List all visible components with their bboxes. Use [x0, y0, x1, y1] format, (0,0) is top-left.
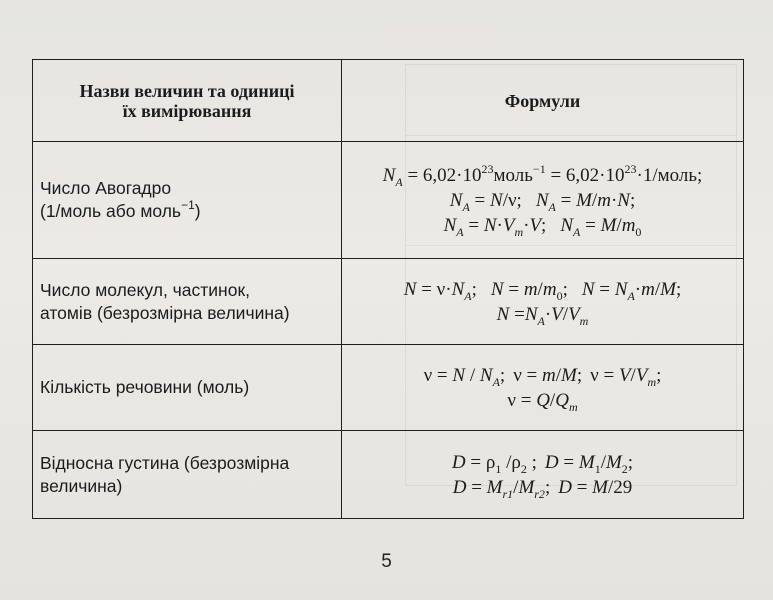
quantity-name: Відносна густина (безрозмірна: [40, 452, 290, 473]
quantity-unit: (1/моль або моль$^{-1}$): [40, 198, 201, 221]
formula-line: $\nu = Q/Q_m$: [507, 389, 578, 414]
quantity-name-cell: [33, 259, 342, 345]
header-name-line2: їх вимірювання: [122, 100, 252, 121]
quantity-name: Кількість речовини (моль): [40, 377, 250, 397]
formula-cell: [342, 431, 744, 519]
quantity-name-cell: [33, 142, 342, 259]
table-row: [33, 431, 744, 519]
formula-line: $N = \nu\cdot N_A$; $N = m/m_0$; $N = N_A\cdot m/M$;: [403, 278, 682, 303]
formula-line: $N_A = N/\nu$; $N_A = M/m\cdot N$;: [449, 189, 636, 214]
quantity-name-continued: величина): [40, 475, 123, 496]
quantity-name-cell: [33, 431, 342, 519]
page-number: 5: [381, 551, 392, 572]
table-row: [33, 142, 744, 259]
formula-line: $N_A$ = $6,02\cdot 10^{23}моль^{-1}$ = $6,02\cdot 10^{23}\cdot 1$/моль;: [382, 161, 703, 189]
quantity-name: Число Авогадро: [40, 178, 172, 198]
formula-cell: [342, 259, 744, 345]
header-name-line1: Назви величин та одиниці: [79, 80, 295, 101]
formula-line: $D = \rho_1$ $/\rho_2$ ; $D = M_1/M_2$;: [451, 451, 634, 476]
header-formulas: Формули: [342, 60, 744, 142]
table-row: [33, 345, 744, 431]
quantity-name-continued: атомів (безрозмірна величина): [40, 302, 290, 323]
formula-line: $N_A = N\cdot V_m\cdot V$; $N_A = M/m_0$: [443, 214, 642, 239]
quantity-name: Число молекул, частинок,: [40, 279, 250, 300]
formula-line: $\nu = N / N_A$; ν = m/M; $\nu = V/V_m$;: [423, 364, 662, 389]
formula-cell: [342, 345, 744, 431]
header-quantity-name: [33, 60, 342, 142]
table-row: [33, 259, 744, 345]
formula-line: $N =N_A\cdot V/V_m$: [496, 303, 589, 328]
table-header-row: [33, 60, 744, 142]
quantity-name-cell: [33, 345, 342, 431]
formula-cell: [342, 142, 744, 259]
formula-line: $D = M_{r1}/M_{r2}$; D = M/29: [452, 476, 633, 501]
formula-table: [32, 59, 744, 519]
